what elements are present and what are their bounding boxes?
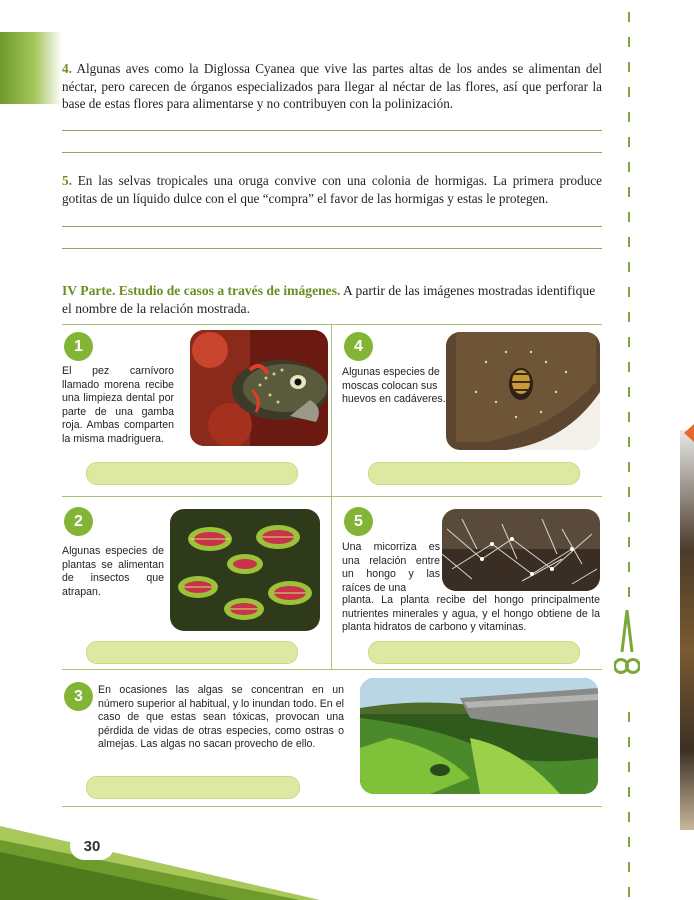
page-number: 30 <box>70 832 114 860</box>
case-3 <box>62 670 602 806</box>
cut-line-dash <box>628 262 630 272</box>
section-heading: IV Parte. Estudio de casos a través de imágenes. <box>62 283 341 298</box>
cut-line-dash <box>628 312 630 322</box>
question-text: Algunas aves como la Diglossa Cyanea que vive las partes altas de los andes se alimentan del néctar, pero carecen de órganos especializados para llegar al néctar de las flores, así que perforar la base de estas flores para alimentarse y no contribuyen con la polinización. <box>62 61 602 111</box>
answer-box[interactable] <box>86 641 298 664</box>
cut-line-dash <box>628 87 630 97</box>
scissors-icon <box>614 608 640 684</box>
case-number-badge: 3 <box>64 682 93 711</box>
question-number: 5. <box>62 173 72 188</box>
section-title <box>62 282 602 318</box>
case-text: Algunas especies de moscas colocan sus huevos en cadáveres. <box>342 366 446 406</box>
cut-line-dash <box>628 212 630 222</box>
cut-line-dash <box>628 487 630 497</box>
cut-line-dash <box>628 512 630 522</box>
answer-line[interactable] <box>62 152 602 153</box>
cut-line-dash <box>628 337 630 347</box>
cut-line-dash <box>628 412 630 422</box>
answer-box[interactable] <box>368 462 580 485</box>
case-1 <box>62 324 330 496</box>
cut-line-dash <box>628 237 630 247</box>
case-5 <box>332 497 602 669</box>
cut-line-dash <box>628 587 630 597</box>
question-number: 4. <box>62 61 72 76</box>
case-text: El pez carnívoro llamado morena recibe una limpieza dental por parte de una gamba roja. Ambas comparten la misma madriguera. <box>62 365 174 445</box>
algae-bloom-photo <box>360 678 598 794</box>
case-4 <box>332 324 602 496</box>
book-title: Biología 11º <box>124 836 203 852</box>
case-number-badge: 5 <box>344 507 373 536</box>
moray-eel-photo <box>190 330 328 446</box>
answer-box[interactable] <box>86 776 300 799</box>
side-tab-arrow <box>680 424 694 442</box>
cut-line-dash <box>628 537 630 547</box>
venus-flytrap-photo <box>170 509 320 631</box>
cut-line-dash <box>628 12 630 22</box>
cut-line-dash <box>628 787 630 797</box>
question-text: En las selvas tropicales una oruga convive con una colonia de hormigas. La primera produce gotitas de un líquido dulce con el que “compra” el favor de las hormigas y estas le protegen. <box>62 173 602 206</box>
answer-box[interactable] <box>86 462 298 485</box>
cut-line-dash <box>628 737 630 747</box>
case-number-badge: 2 <box>64 507 93 536</box>
cut-line-dash <box>628 762 630 772</box>
cut-line-dash <box>628 137 630 147</box>
case-text: Una micorriza es una relación entre un hongo y las raíces de una <box>342 541 440 594</box>
cut-line-dash <box>628 387 630 397</box>
cut-line-dash <box>628 437 630 447</box>
cut-line-dash <box>628 362 630 372</box>
answer-line[interactable] <box>62 130 602 131</box>
answer-box[interactable] <box>368 641 580 664</box>
cut-line-dash <box>628 462 630 472</box>
cut-line-dash <box>628 37 630 47</box>
cut-line-dash <box>628 162 630 172</box>
answer-line[interactable] <box>62 226 602 227</box>
cut-line-dash <box>628 62 630 72</box>
mycorrhiza-photo <box>442 509 600 591</box>
question-4 <box>62 60 602 113</box>
fly-eggs-photo <box>446 332 600 450</box>
answer-line[interactable] <box>62 248 602 249</box>
cut-line-dash <box>628 712 630 722</box>
cut-line-dash <box>628 562 630 572</box>
case-text: En ocasiones las algas se concentran en un número superior al habitual, y lo inundan todo. En el caso de que estas sean tóxicas, provocan una pérdida de vidas de otras especies, como ostras o almejas. Las algas no sacan provecho de ello. <box>98 684 344 751</box>
question-5 <box>62 172 602 207</box>
page-side-tab <box>0 32 62 104</box>
side-photo-strip <box>680 430 694 830</box>
cut-line-dash <box>628 187 630 197</box>
cut-line <box>628 12 630 888</box>
section-instructions: A partir de las imágenes mostradas identifique el nombre de la relación mostrada. <box>62 283 596 316</box>
case-number-badge: 1 <box>64 332 93 361</box>
case-2 <box>62 497 330 669</box>
case-text: Algunas especies de plantas se alimentan de insectos que atrapan. <box>62 545 164 598</box>
case-text-continued: planta. La planta recibe del hongo principalmente nutrientes minerales y agua, y el hongo obtiene de la planta hidratos de carbono y vitaminas. <box>342 594 600 634</box>
cut-line-dash <box>628 112 630 122</box>
cut-line-dash <box>628 287 630 297</box>
grid-line <box>62 806 602 807</box>
case-number-badge: 4 <box>344 332 373 361</box>
